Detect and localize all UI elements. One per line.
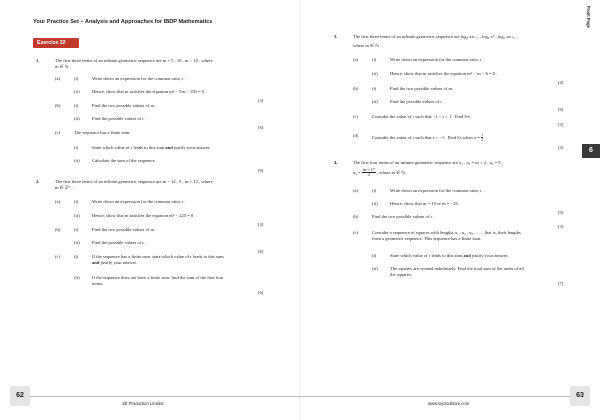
q3-a-ii-text: Hence, show that m satisfies the equation m² − m − 6 = 0 . xyxy=(390,71,498,76)
q4-part-a-label: (a) xyxy=(353,188,359,193)
q1-c-i-text-a: State which value of r leads to this sum xyxy=(92,145,166,150)
q1-c-ii-text: Calculate the sum of the sequence. xyxy=(92,158,156,163)
q2-c-i-and: and xyxy=(92,260,100,265)
q1-c-i-text-and: and xyxy=(165,145,173,150)
q4-a-i-label: (i) xyxy=(372,188,377,193)
right-footer-rule xyxy=(300,396,570,397)
q1-c-i-text xyxy=(92,145,210,151)
q3-b-ii-text: Find the possible values of r . xyxy=(390,99,445,104)
publisher-website[interactable]: www.seprodstore.com xyxy=(428,401,470,406)
q4-number: 4. xyxy=(334,160,338,165)
q3-b-marks: [6] xyxy=(558,107,564,112)
q2-c-ii-line2: terms. xyxy=(92,281,104,286)
q1-a-ii-label: (ii) xyxy=(74,89,80,94)
q4-c-marks: [7] xyxy=(558,281,564,286)
q4-b-marks: [3] xyxy=(558,224,564,229)
q4-stem-line1: The first four terms of an infinite geometric sequence are u₁ , u₂ = m + 2 , u₃ = 9 , xyxy=(353,160,503,165)
q2-a-i-label: (i) xyxy=(74,199,79,204)
q1-part-b-label: (b) xyxy=(55,103,61,108)
q4-c-i-and: and xyxy=(463,253,471,258)
q2-a-i-text: Write down an expression for the common ratio, r . xyxy=(92,199,187,204)
chapter-tab[interactable]: 6 xyxy=(582,144,600,158)
q1-c-stem: The sequence has a finite sum. xyxy=(74,130,131,135)
q1-number: 1. xyxy=(36,58,40,63)
q3-b-i-label: (i) xyxy=(372,86,377,91)
q4-stem-where: , where m ∈ ℕ . xyxy=(375,169,408,175)
exercise-badge: Exercise 22 xyxy=(33,38,79,48)
q2-a-ii-label: (ii) xyxy=(74,213,80,218)
q3-a-marks: [4] xyxy=(558,80,564,85)
q4-c-line1: Consider a sequence of squares with lengths u₁ , u₂ , u₃ , … , that is, their lengths xyxy=(372,230,521,235)
q1-c-marks: [6] xyxy=(258,168,264,173)
q1-a-ii-text: Hence, show that m satisfies the equation m² − 5m − 150 = 0 . xyxy=(92,89,207,94)
q4-b-text: Find the two possible values of r . xyxy=(372,214,435,219)
publisher-name: SE Production Limited xyxy=(122,401,164,406)
q2-b-marks: [6] xyxy=(258,249,264,254)
left-page-number: 62 xyxy=(10,386,30,406)
q1-a-i-text: Write down an expression for the common ratio, r . xyxy=(92,76,187,81)
q4-u4-fraction xyxy=(362,168,376,178)
q2-part-a-label: (a) xyxy=(55,199,61,204)
q1-b-ii-text: Find the possible values of r . xyxy=(92,116,147,121)
q1-b-i-label: (i) xyxy=(74,103,79,108)
q2-a-marks: [4] xyxy=(258,222,264,227)
q3-b-i-text: Find the two possible values of m . xyxy=(390,86,455,91)
q4-stem-u4: u₄ = xyxy=(353,169,362,175)
q2-c-i-line2 xyxy=(92,260,137,266)
q3-d-fraction xyxy=(481,133,483,143)
q3-d-marks: [4] xyxy=(558,145,564,150)
q3-d-text xyxy=(372,133,483,143)
q3-d-frac-num: 1 xyxy=(481,132,484,137)
q2-stem-line1: The first three terms of an infinite geometric sequence are m − 12 , 9 , m + 12 , where xyxy=(55,179,213,184)
q1-c-ii-label: (ii) xyxy=(74,158,80,163)
q1-a-marks: [4] xyxy=(258,98,264,103)
right-page-number: 63 xyxy=(570,386,590,406)
q4-c-i-text-a: State which value of r leads to this sum xyxy=(390,253,464,258)
q3-part-d-label: (d) xyxy=(353,133,359,138)
q4-a-marks: [5] xyxy=(558,210,564,215)
q4-a-ii-label: (ii) xyxy=(372,201,378,206)
q4-c-ii-line2: the squares. xyxy=(390,272,412,277)
q4-c-ii-label: (ii) xyxy=(372,266,378,271)
q4-u4-num: m + 17 xyxy=(362,167,375,172)
q4-part-c-label: (c) xyxy=(353,230,359,235)
q3-a-ii-label: (ii) xyxy=(372,71,378,76)
q2-stem-line2: m ∈ ℤ⁺ . xyxy=(55,185,74,190)
q1-b-marks: [6] xyxy=(258,125,264,130)
q1-part-a-label: (a) xyxy=(55,76,61,81)
q4-stem-line2 xyxy=(353,168,407,178)
q1-b-ii-label: (ii) xyxy=(74,116,80,121)
q4-c-i-text-c: justify your answer. xyxy=(470,253,509,258)
q2-c-i-label: (i) xyxy=(74,254,79,259)
q2-b-i-text: Find the two possible values of m . xyxy=(92,227,157,232)
q4-a-i-text: Write down an expression for the common ratio, r . xyxy=(390,188,485,193)
q3-stem-line2: where m ∈ ℕ . xyxy=(353,43,382,48)
q2-b-ii-text: Find the possible values of r . xyxy=(92,240,147,245)
q1-stem-line1: The first three terms of an infinite geometric sequence are m + 5 , 10 , m − 10 , where xyxy=(55,58,213,63)
q3-part-c-label: (c) xyxy=(353,114,359,119)
q2-c-ii-label: (ii) xyxy=(74,275,80,280)
q1-part-c-label: (c) xyxy=(55,130,61,135)
q1-b-i-text: Find the two possible values of m . xyxy=(92,103,157,108)
q1-a-i-label: (i) xyxy=(74,76,79,81)
q2-c-i-line1: If the sequence has a finite sum, state which value of r leads to this sum xyxy=(92,254,224,259)
q3-b-ii-label: (ii) xyxy=(372,99,378,104)
q4-c-ii-line1: The squares are created indefinitely. Find the total sum of the areas of all xyxy=(390,266,524,271)
q3-d-frac-den: 2 xyxy=(481,137,484,143)
right-page xyxy=(300,0,600,420)
q2-b-i-label: (i) xyxy=(74,227,79,232)
q1-stem-line2: m ∈ ℕ . xyxy=(55,64,71,69)
q4-u4-den: 4 xyxy=(367,172,370,178)
q4-c-i-label: (i) xyxy=(372,253,377,258)
book-title: Your Practice Set – Analysis and Approaches for IBDP Mathematics xyxy=(33,19,213,25)
q3-a-i-text: Write down an expression for the common ratio, r . xyxy=(390,57,485,62)
q2-c-ii-line1: If the sequence does not have a finite sum, find the sum of the first four xyxy=(92,275,224,280)
q4-a-ii-text: Hence, show that m = 10 or m = −29 . xyxy=(390,201,461,206)
q3-part-b-label: (b) xyxy=(353,86,359,91)
q3-c-text: Consider the value of r such that −1 < r < 1 . Find S∞ . xyxy=(372,114,473,119)
q4-c-line2: form a geometric sequence. This sequence has a finite sum. xyxy=(372,236,482,241)
q2-a-ii-text: Hence, show that m satisfies the equation m² − 225 = 0 . xyxy=(92,213,196,218)
q1-c-i-text-c: justify your answer. xyxy=(172,145,211,150)
q3-part-a-label: (a) xyxy=(353,57,359,62)
q3-number: 3. xyxy=(334,34,338,39)
q2-part-b-label: (b) xyxy=(55,227,61,232)
q4-part-b-label: (b) xyxy=(353,214,359,219)
q3-a-i-label: (i) xyxy=(372,57,377,62)
q2-number: 2. xyxy=(36,179,40,184)
q2-c-marks: [6] xyxy=(258,290,264,295)
front-page-label: Front Page xyxy=(586,6,591,28)
q1-c-i-label: (i) xyxy=(74,145,79,150)
q3-stem-line1: The first three terms of an infinite geometric sequence are log₃ xₘ₋₁ , log₃ x² , log₃ xₘ₊₁ , xyxy=(353,34,518,39)
q4-c-i-text xyxy=(390,253,508,259)
q2-b-ii-label: (ii) xyxy=(74,240,80,245)
q2-c-i-line2-rest: justify your answer. xyxy=(99,260,137,265)
q3-d-text-main: Consider the value of r such that r < −1 . Find Sₙ when x = xyxy=(372,134,481,140)
q3-c-marks: [2] xyxy=(558,122,564,127)
q2-part-c-label: (c) xyxy=(55,254,61,259)
left-footer-rule xyxy=(30,396,300,397)
